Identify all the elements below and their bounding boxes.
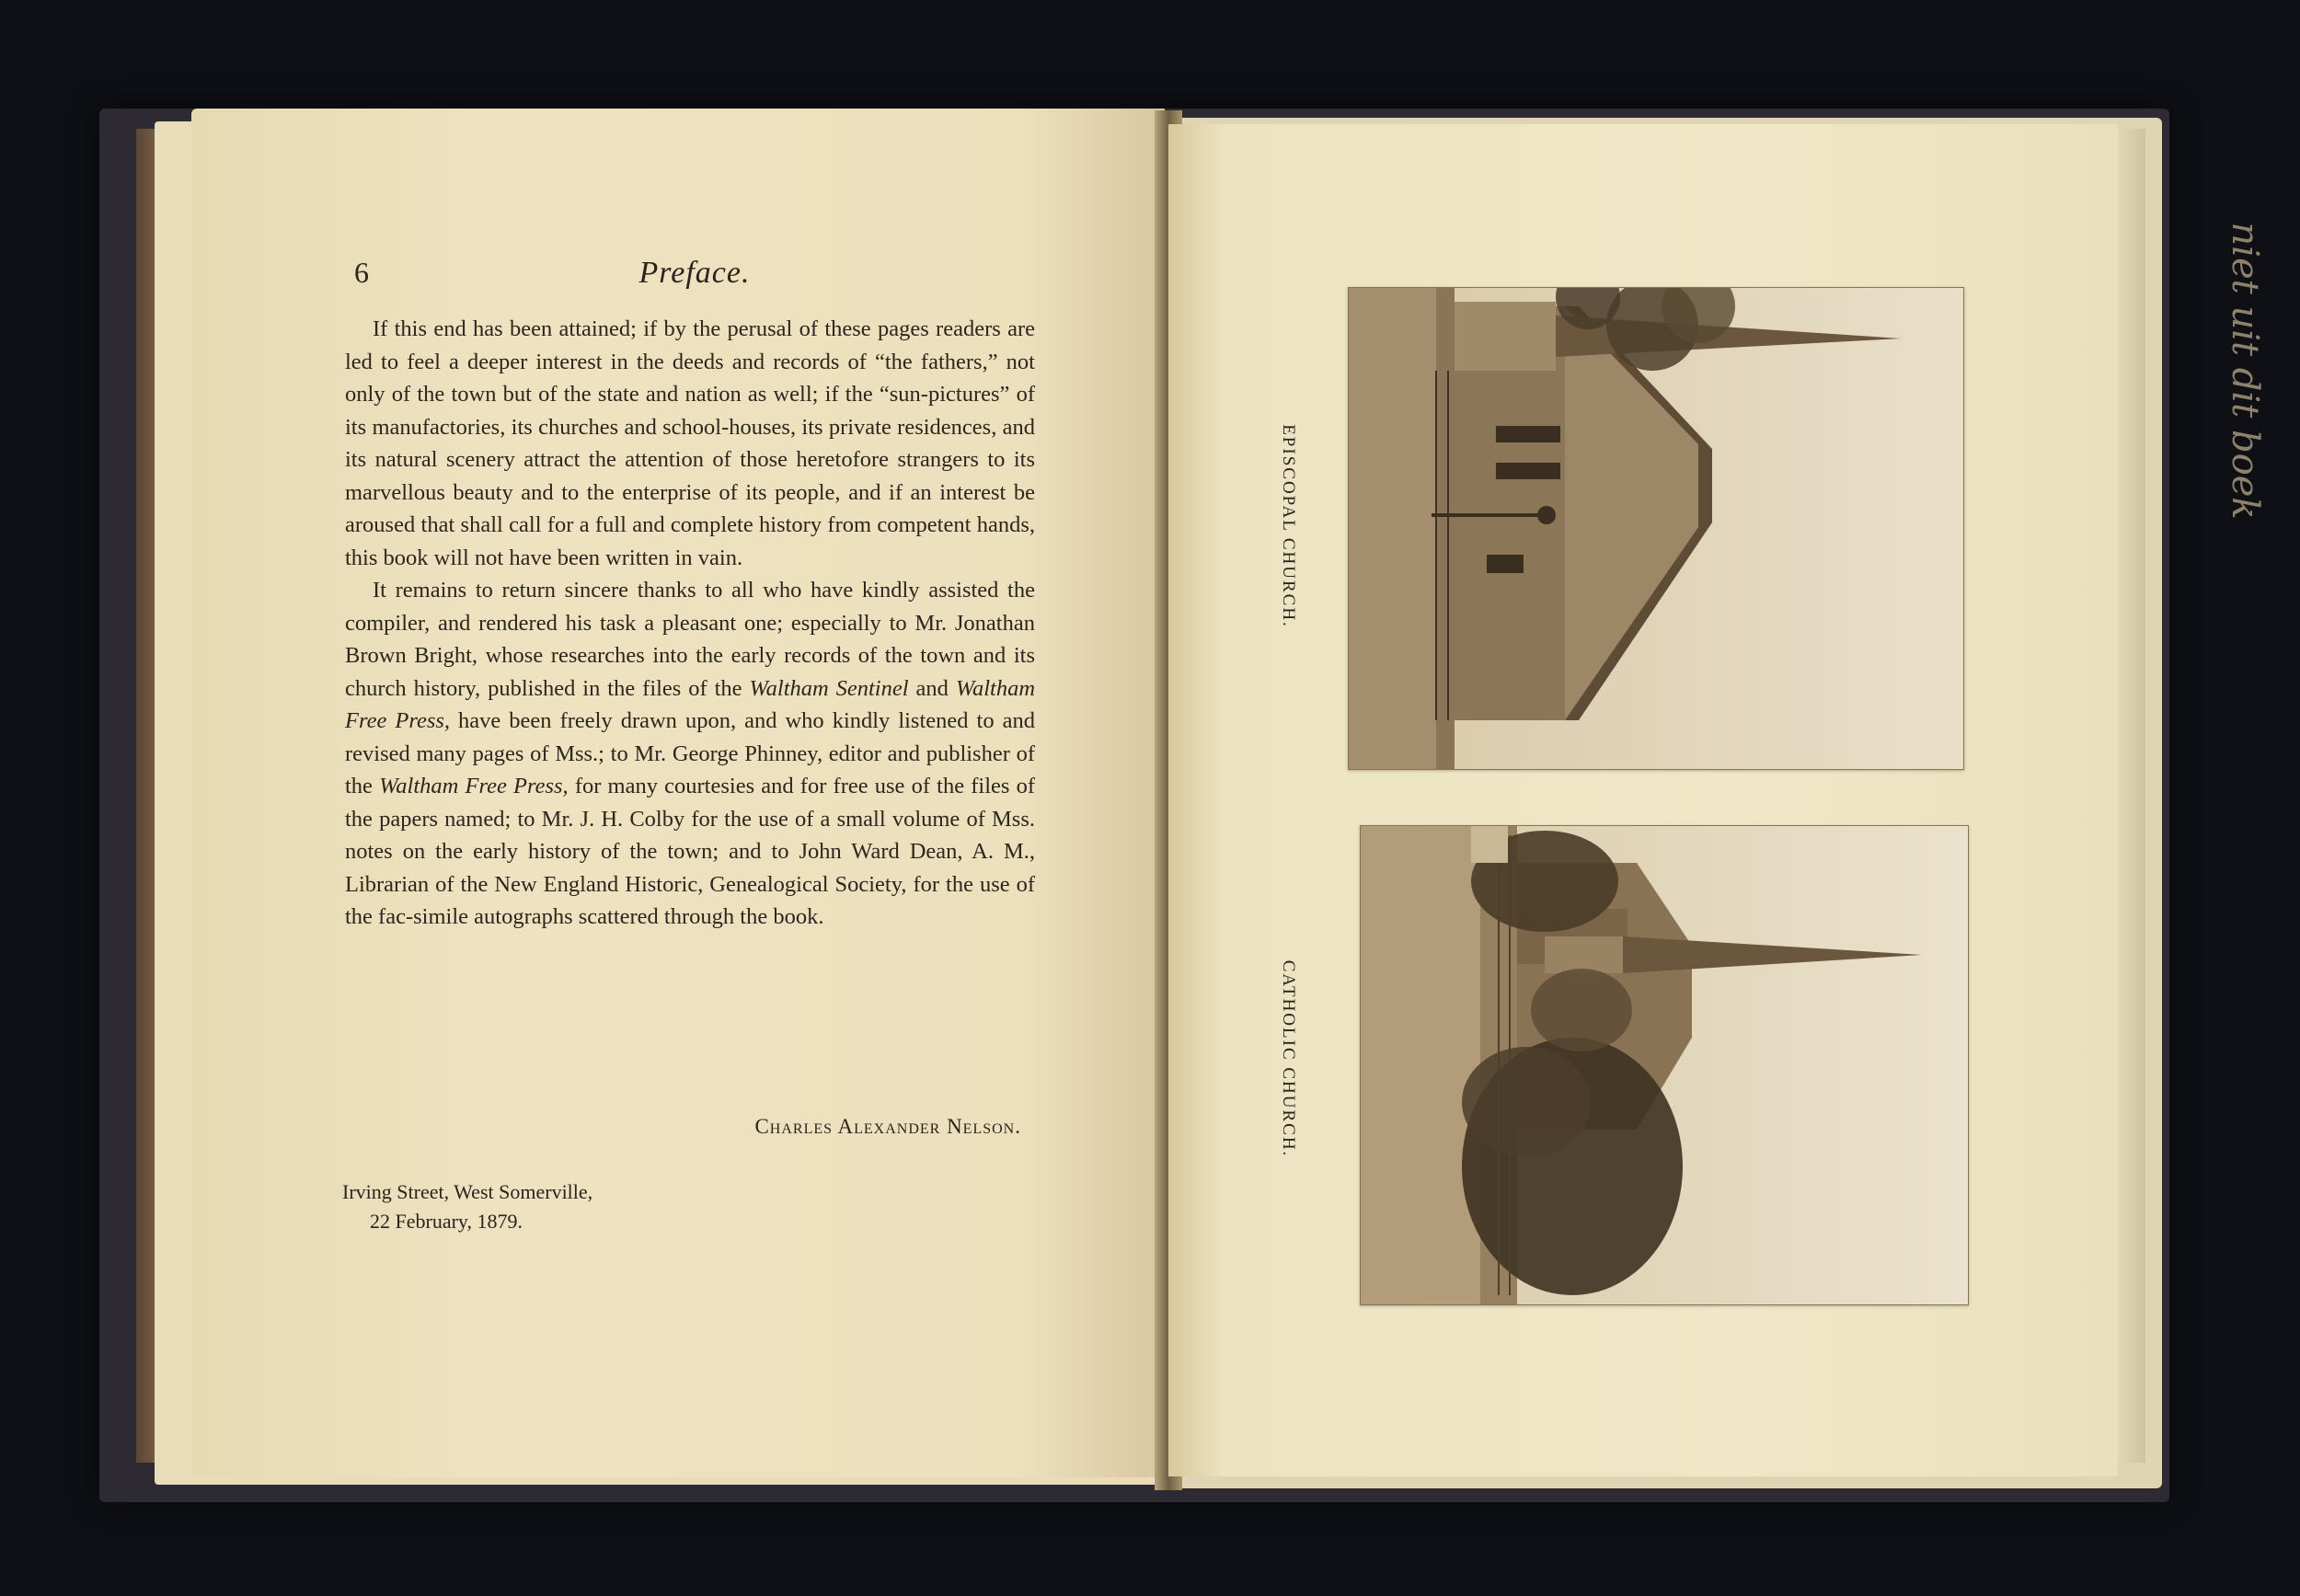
page-number: 6 bbox=[354, 256, 369, 289]
newspaper-title-free-press: Waltham Free Press, bbox=[345, 675, 1036, 733]
catholic-church-image bbox=[1361, 826, 1968, 1304]
date: 22 February, 1879. bbox=[370, 1210, 523, 1233]
photo-episcopal-church bbox=[1348, 287, 1964, 770]
newspaper-title-free-press: Waltham Free Press, bbox=[379, 774, 569, 798]
paragraph-2-text: have been freely drawn upon, and who kindly listened to and revised many pages of Mss.; to Mr. George Phinney, editor and publisher of the bbox=[345, 708, 1035, 798]
place-and-date bbox=[342, 1177, 592, 1236]
page-title: Preface. bbox=[638, 256, 751, 290]
caption-catholic-church: CATHOLIC CHURCH. bbox=[1279, 959, 1298, 1158]
paragraph-2 bbox=[345, 574, 1035, 934]
paragraph-2-text: and bbox=[908, 675, 956, 701]
place: Irving Street, West Somerville, bbox=[342, 1180, 593, 1203]
right-page-fore-edge bbox=[2118, 129, 2145, 1463]
caption-episcopal-church: EPISCOPAL CHURCH. bbox=[1279, 424, 1298, 628]
photo-catholic-church bbox=[1360, 825, 1969, 1305]
paragraph-2-text: for many courtesies and for free use of the files of the papers named; to Mr. J. H. Colby for the use of a small volume of Mss. notes on the early history of the town; and to John Ward Dean, A. M., Librarian of the New England Historic, Genealogical Society, for the use of the fac-simile autographs scattered through the book. bbox=[345, 774, 1036, 929]
newspaper-title-sentinel: Waltham Sentinel bbox=[749, 675, 909, 701]
paragraph-2-text: It remains to return sincere thanks to all who have kindly assisted the compiler, and rendered his task a pleasant one; especially to Mr. Jonathan Brown Bright, whose researches into the early records of the town and its church history, published in the files of the bbox=[345, 578, 1035, 701]
preface-text bbox=[345, 313, 1035, 934]
episcopal-church-image bbox=[1349, 288, 1963, 769]
paragraph-1: If this end has been attained; if by the perusal of these pages readers are led to feel a deeper interest in the deeds and records of “the fathers,” not only of the town but of the state and nation as well; if the “sun-pictures” of its manufactories, its churches and school-houses, its private residences, and its natural scenery attract the attention of those heretofore strangers to its marvellous beauty and to the enterprise of its people, and if an interest be aroused that shall call for a full and complete history from competent hands, this book will not have been written in vain. bbox=[345, 316, 1035, 570]
handwritten-note: niet uit dit boek bbox=[2224, 222, 2266, 520]
running-head bbox=[354, 248, 1035, 304]
author-signature: Charles Alexander Nelson. bbox=[754, 1115, 1021, 1138]
